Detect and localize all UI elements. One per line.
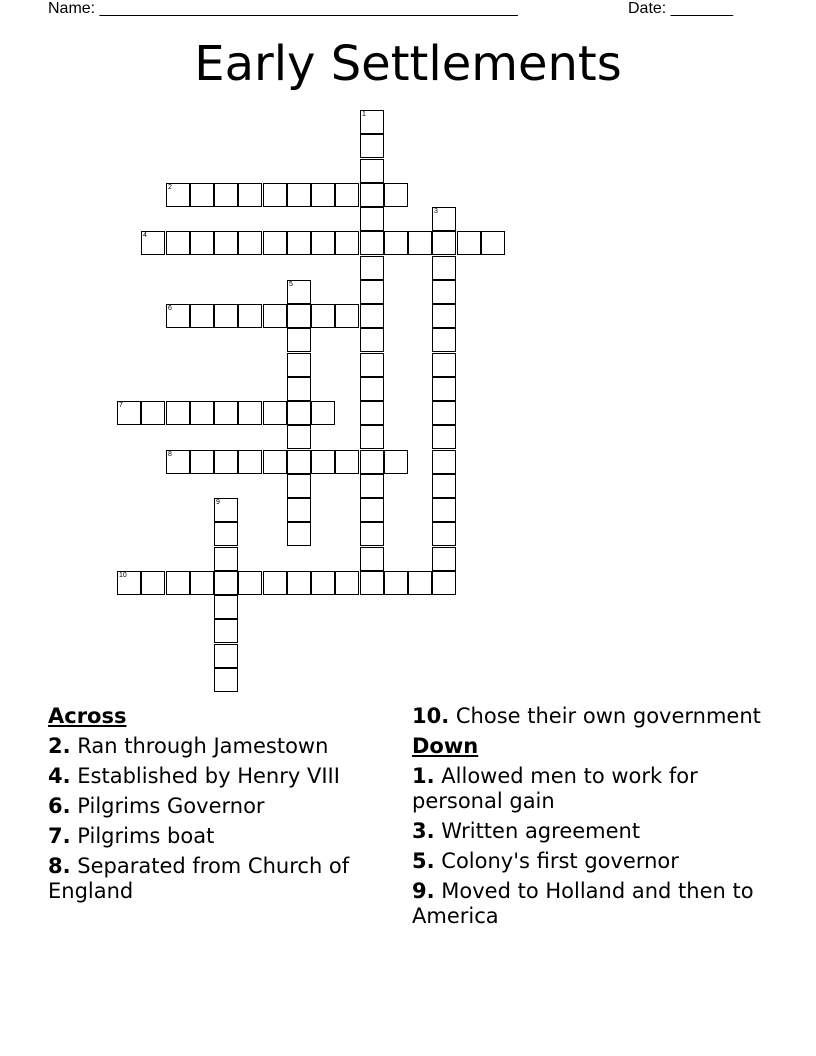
clue-number: 3. — [412, 819, 435, 843]
crossword-cell[interactable] — [190, 571, 214, 595]
crossword-cell[interactable] — [360, 353, 384, 377]
crossword-cell[interactable] — [432, 328, 456, 352]
clue-across-6 — [48, 794, 393, 819]
crossword-cell[interactable] — [141, 571, 165, 595]
crossword-cell[interactable] — [287, 377, 311, 401]
crossword-cell[interactable] — [214, 401, 238, 425]
crossword-cell[interactable] — [287, 498, 311, 522]
crossword-cell[interactable] — [360, 450, 384, 474]
crossword-cell[interactable] — [432, 474, 456, 498]
cell-number: 5 — [289, 281, 293, 288]
crossword-cell[interactable] — [238, 231, 262, 255]
crossword-cell[interactable] — [432, 401, 456, 425]
clue-number: 5. — [412, 849, 435, 873]
clues-right-column — [412, 704, 772, 934]
crossword-cell[interactable] — [360, 328, 384, 352]
crossword-cell[interactable] — [384, 450, 408, 474]
clue-across-8 — [48, 854, 393, 904]
crossword-cell[interactable] — [335, 231, 359, 255]
crossword-cell[interactable] — [214, 668, 238, 692]
crossword-cell[interactable] — [360, 522, 384, 546]
crossword-cell[interactable] — [238, 571, 262, 595]
crossword-cell[interactable] — [287, 231, 311, 255]
crossword-cell[interactable] — [384, 183, 408, 207]
crossword-cell[interactable] — [360, 110, 384, 134]
clue-text: Ran through Jamestown — [77, 734, 329, 758]
crossword-cell[interactable] — [384, 571, 408, 595]
crossword-cell[interactable] — [360, 474, 384, 498]
crossword-cell[interactable] — [287, 183, 311, 207]
crossword-cell[interactable] — [214, 522, 238, 546]
crossword-cell[interactable] — [481, 231, 505, 255]
crossword-cell[interactable] — [432, 231, 456, 255]
crossword-cell[interactable] — [432, 353, 456, 377]
crossword-cell[interactable] — [166, 231, 190, 255]
crossword-cell[interactable] — [360, 280, 384, 304]
clue-number: 1. — [412, 764, 435, 788]
crossword-cell[interactable] — [214, 450, 238, 474]
crossword-cell[interactable] — [214, 547, 238, 571]
crossword-cell[interactable] — [263, 304, 287, 328]
crossword-cell[interactable] — [432, 547, 456, 571]
crossword-cell[interactable] — [190, 231, 214, 255]
cell-number: 2 — [168, 184, 172, 191]
crossword-cell[interactable] — [287, 304, 311, 328]
crossword-cell[interactable] — [287, 328, 311, 352]
crossword-cell[interactable] — [432, 280, 456, 304]
across-heading: Across — [48, 704, 127, 728]
crossword-cell[interactable] — [360, 547, 384, 571]
crossword-cell[interactable] — [287, 401, 311, 425]
cell-number: 10 — [119, 572, 127, 579]
crossword-cell[interactable] — [214, 498, 238, 522]
clue-down-5 — [412, 849, 772, 874]
clue-number: 8. — [48, 854, 71, 878]
crossword-cell[interactable] — [166, 304, 190, 328]
crossword-cell[interactable] — [360, 401, 384, 425]
crossword-cell[interactable] — [311, 304, 335, 328]
cell-number: 8 — [168, 451, 172, 458]
cell-number: 6 — [168, 305, 172, 312]
crossword-cell[interactable] — [214, 183, 238, 207]
crossword-cell[interactable] — [335, 450, 359, 474]
crossword-cell[interactable] — [263, 450, 287, 474]
crossword-cell[interactable] — [360, 304, 384, 328]
clue-text: Pilgrims Governor — [77, 794, 265, 818]
crossword-cell[interactable] — [190, 183, 214, 207]
crossword-cell[interactable] — [360, 256, 384, 280]
crossword-cell[interactable] — [311, 450, 335, 474]
clue-text: Written agreement — [441, 819, 641, 843]
clue-across-4 — [48, 764, 393, 789]
crossword-cell[interactable] — [432, 450, 456, 474]
crossword-cell[interactable] — [311, 231, 335, 255]
crossword-cell[interactable] — [432, 256, 456, 280]
clue-number: 10. — [412, 704, 450, 728]
clue-text: Separated from Church of England — [48, 854, 350, 903]
crossword-cell[interactable] — [287, 353, 311, 377]
crossword-cell[interactable] — [432, 377, 456, 401]
crossword-cell[interactable] — [117, 401, 141, 425]
crossword-cell[interactable] — [287, 450, 311, 474]
crossword-cell[interactable] — [287, 280, 311, 304]
crossword-cell[interactable] — [166, 183, 190, 207]
clue-down-1 — [412, 764, 772, 814]
crossword-cell[interactable] — [432, 522, 456, 546]
crossword-cell[interactable] — [432, 425, 456, 449]
crossword-cell[interactable] — [384, 231, 408, 255]
crossword-cell[interactable] — [287, 474, 311, 498]
clue-across-7 — [48, 824, 393, 849]
crossword-cell[interactable] — [360, 134, 384, 158]
crossword-cell[interactable] — [166, 571, 190, 595]
cell-number: 3 — [434, 208, 438, 215]
crossword-cell[interactable] — [360, 425, 384, 449]
crossword-cell[interactable] — [432, 207, 456, 231]
crossword-cell[interactable] — [263, 183, 287, 207]
crossword-cell[interactable] — [166, 401, 190, 425]
cell-number: 7 — [119, 402, 123, 409]
clue-text: Pilgrims boat — [77, 824, 215, 848]
crossword-cell[interactable] — [335, 571, 359, 595]
crossword-cell[interactable] — [287, 571, 311, 595]
crossword-cell[interactable] — [117, 571, 141, 595]
crossword-cell[interactable] — [311, 401, 335, 425]
crossword-cell[interactable] — [190, 304, 214, 328]
clue-number: 7. — [48, 824, 71, 848]
crossword-cell[interactable] — [287, 425, 311, 449]
crossword-cell[interactable] — [360, 159, 384, 183]
clue-text: Allowed men to work for personal gain — [412, 764, 698, 813]
crossword-cell[interactable] — [190, 401, 214, 425]
crossword-cell[interactable] — [263, 231, 287, 255]
clue-across-2 — [48, 734, 393, 759]
clue-text: Chose their own government — [455, 704, 761, 728]
crossword-cell[interactable] — [408, 231, 432, 255]
crossword-cell[interactable] — [214, 304, 238, 328]
crossword-cell[interactable] — [311, 571, 335, 595]
cell-number: 4 — [143, 232, 147, 239]
clues-left-column — [48, 704, 393, 909]
clue-number: 2. — [48, 734, 71, 758]
crossword-cell[interactable] — [432, 571, 456, 595]
crossword-cell[interactable] — [360, 377, 384, 401]
crossword-cell[interactable] — [263, 571, 287, 595]
crossword-cell[interactable] — [238, 183, 262, 207]
clue-across-10 — [412, 704, 772, 729]
crossword-cell[interactable] — [238, 304, 262, 328]
clue-down-3 — [412, 819, 772, 844]
crossword-cell[interactable] — [214, 644, 238, 668]
crossword-cell[interactable] — [311, 183, 335, 207]
clue-text: Moved to Holland and then to America — [412, 879, 754, 928]
cell-number: 1 — [362, 111, 366, 118]
clue-number: 9. — [412, 879, 435, 903]
crossword-cell[interactable] — [432, 498, 456, 522]
page-title: Early Settlements — [194, 36, 622, 92]
clue-down-9 — [412, 879, 772, 929]
date-line: Date: _______ — [628, 0, 733, 17]
crossword-cell[interactable] — [214, 231, 238, 255]
clue-number: 6. — [48, 794, 71, 818]
crossword-cell[interactable] — [360, 207, 384, 231]
clue-text: Colony's first governor — [441, 849, 679, 873]
crossword-cell[interactable] — [214, 619, 238, 643]
crossword-cell[interactable] — [335, 183, 359, 207]
crossword-cell[interactable] — [360, 571, 384, 595]
crossword-cell[interactable] — [238, 450, 262, 474]
crossword-cell[interactable] — [457, 231, 481, 255]
crossword-cell[interactable] — [360, 231, 384, 255]
down-heading: Down — [412, 734, 479, 758]
crossword-cell[interactable] — [141, 231, 165, 255]
crossword-cell[interactable] — [238, 401, 262, 425]
crossword-cell[interactable] — [214, 571, 238, 595]
crossword-cell[interactable] — [263, 401, 287, 425]
crossword-cell[interactable] — [408, 571, 432, 595]
crossword-cell[interactable] — [190, 450, 214, 474]
crossword-cell[interactable] — [166, 450, 190, 474]
name-line: Name: _______________________________________________ — [48, 0, 518, 17]
clue-number: 4. — [48, 764, 71, 788]
crossword-cell[interactable] — [432, 304, 456, 328]
crossword-cell[interactable] — [141, 401, 165, 425]
crossword-cell[interactable] — [360, 498, 384, 522]
clue-text: Established by Henry VIII — [77, 764, 340, 788]
crossword-cell[interactable] — [214, 595, 238, 619]
cell-number: 9 — [216, 499, 220, 506]
crossword-cell[interactable] — [360, 183, 384, 207]
crossword-cell[interactable] — [287, 522, 311, 546]
crossword-cell[interactable] — [335, 304, 359, 328]
